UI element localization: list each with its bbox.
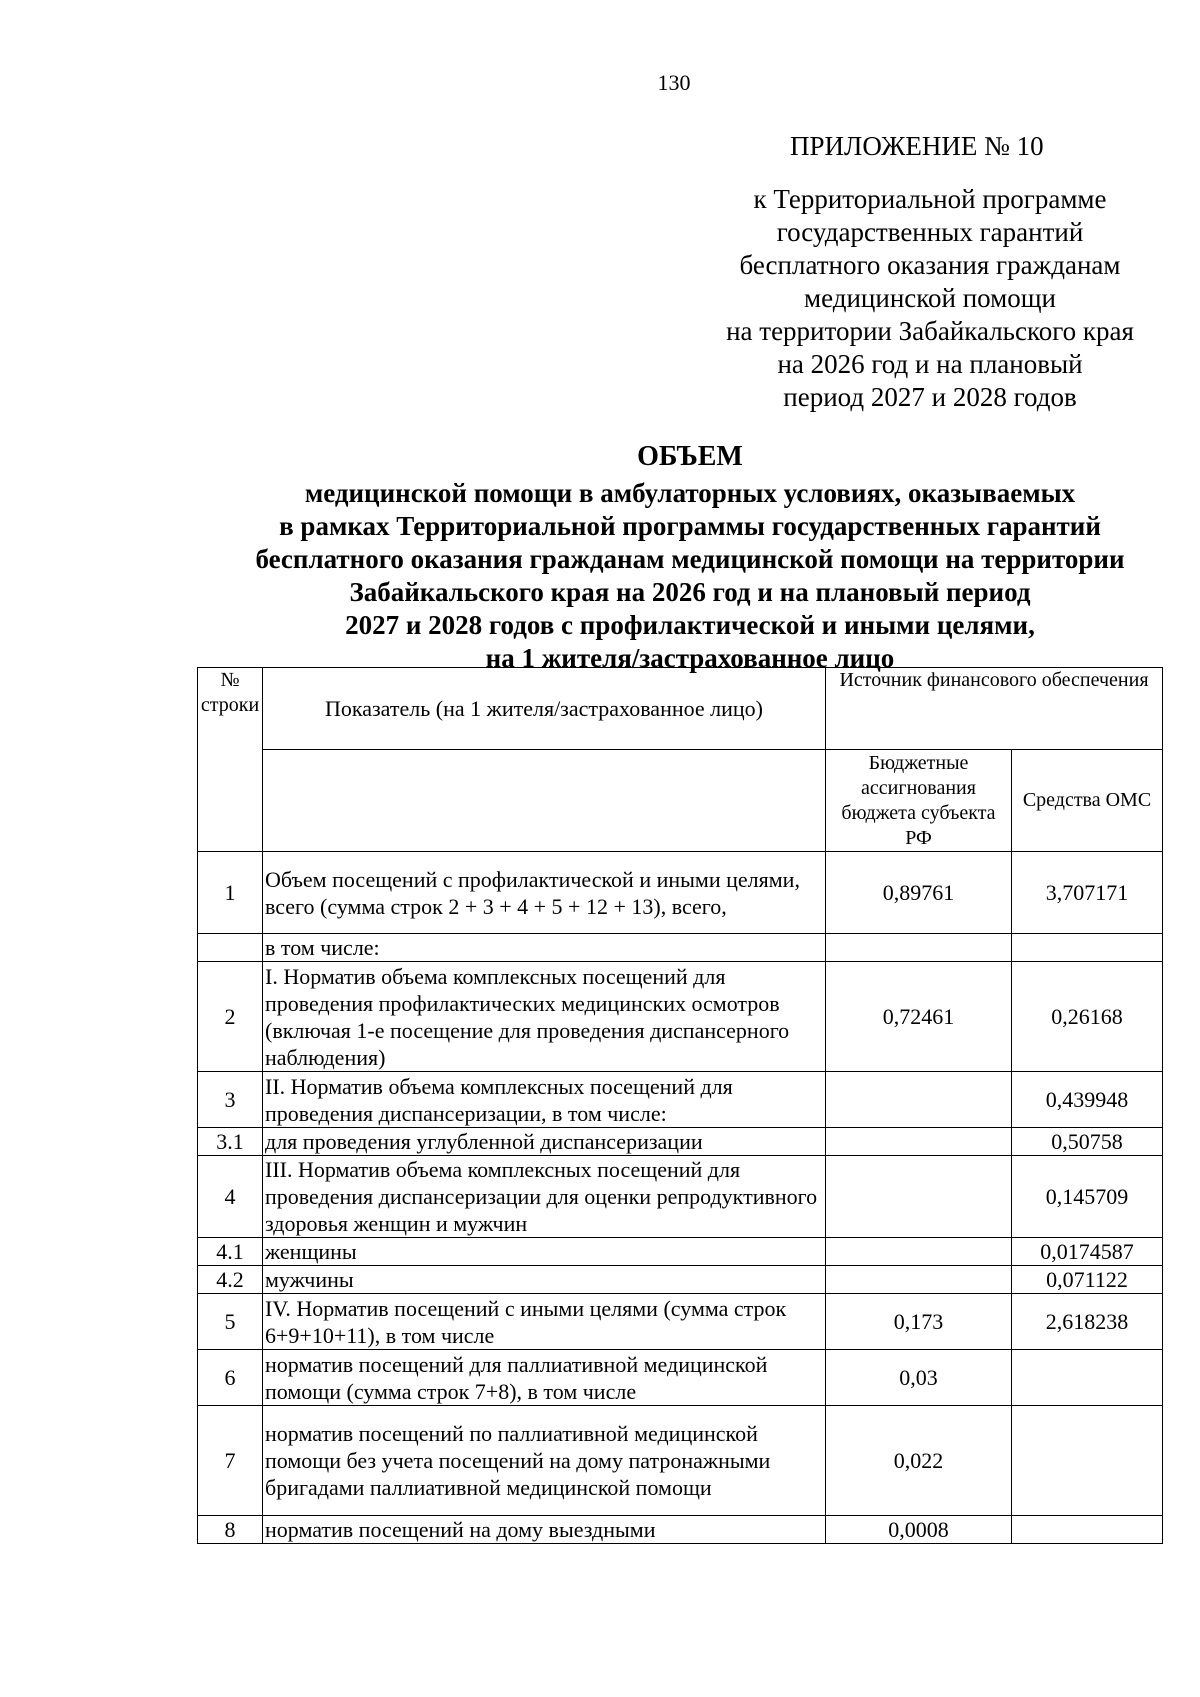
table-row bbox=[198, 1266, 1163, 1294]
table-row bbox=[198, 1406, 1163, 1516]
row-oms-value: 0,50758 bbox=[1012, 1128, 1163, 1156]
appendix-subtitle bbox=[700, 183, 1160, 414]
table-row bbox=[198, 1156, 1163, 1238]
table-row bbox=[198, 1294, 1163, 1350]
table-row bbox=[198, 1516, 1163, 1544]
document-heading bbox=[200, 440, 1180, 675]
heading-line: медицинской помощи в амбулаторных условиях, оказываемых bbox=[304, 478, 1076, 508]
row-number: 7 bbox=[198, 1406, 263, 1516]
table-row bbox=[198, 934, 1163, 962]
row-oms-value: 3,707171 bbox=[1012, 852, 1163, 934]
header-funding-source: Источник финансового обеспечения bbox=[826, 668, 1163, 750]
row-oms-value bbox=[1012, 1350, 1163, 1406]
heading-line: Забайкальского края на 2026 год и на плановый период bbox=[349, 577, 1031, 607]
header-row-number: № строки bbox=[198, 668, 263, 852]
row-oms-value bbox=[1012, 1516, 1163, 1544]
table-row bbox=[198, 1072, 1163, 1128]
row-indicator: норматив посещений для паллиативной медицинской помощи (сумма строк 7+8), в том числе bbox=[263, 1350, 826, 1406]
row-oms-value: 0,0174587 bbox=[1012, 1238, 1163, 1266]
table-header-row bbox=[198, 668, 1163, 750]
heading-line: 2027 и 2028 годов с профилактической и иными целями, bbox=[345, 610, 1035, 640]
row-oms-value: 0,145709 bbox=[1012, 1156, 1163, 1238]
page-number: 130 bbox=[657, 70, 691, 95]
row-number: 4.1 bbox=[198, 1238, 263, 1266]
row-budget-value: 0,89761 bbox=[826, 852, 1012, 934]
table-row bbox=[198, 852, 1163, 934]
row-number: 3.1 bbox=[198, 1128, 263, 1156]
table-row bbox=[198, 1128, 1163, 1156]
row-number: 6 bbox=[198, 1350, 263, 1406]
row-number: 4 bbox=[198, 1156, 263, 1238]
subtitle-line: государственных гарантий bbox=[776, 217, 1084, 247]
row-indicator: норматив посещений по паллиативной медицинской помощи без учета посещений на дому патронажными бригадами паллиативной медицинской помощи bbox=[263, 1406, 826, 1516]
subtitle-line: период 2027 и 2028 годов bbox=[783, 382, 1077, 412]
table-subheader-row bbox=[198, 750, 1163, 852]
header-indicator: Показатель (на 1 жителя/застрахованное лицо) bbox=[263, 668, 826, 750]
header-budget: Бюджетные ассигнования бюджета субъекта РФ bbox=[826, 750, 1012, 852]
subtitle-line: на 2026 год и на плановый bbox=[777, 349, 1083, 379]
row-number: 4.2 bbox=[198, 1266, 263, 1294]
subtitle-line: бесплатного оказания гражданам bbox=[739, 250, 1121, 280]
heading-line: в рамках Территориальной программы государственных гарантий bbox=[279, 511, 1101, 541]
row-indicator: IV. Норматив посещений с иными целями (сумма строк 6+9+10+11), в том числе bbox=[263, 1294, 826, 1350]
row-budget-value: 0,173 bbox=[826, 1294, 1012, 1350]
row-number: 3 bbox=[198, 1072, 263, 1128]
subtitle-line: на территории Забайкальского края bbox=[726, 316, 1134, 346]
row-oms-value bbox=[1012, 1406, 1163, 1516]
row-number bbox=[198, 934, 263, 962]
row-indicator: мужчины bbox=[263, 1266, 826, 1294]
row-indicator: женщины bbox=[263, 1238, 826, 1266]
row-budget-value bbox=[826, 1072, 1012, 1128]
row-budget-value bbox=[826, 1156, 1012, 1238]
row-budget-value: 0,022 bbox=[826, 1406, 1012, 1516]
row-indicator: для проведения углубленной диспансеризации bbox=[263, 1128, 826, 1156]
row-budget-value bbox=[826, 1266, 1012, 1294]
heading-line: бесплатного оказания гражданам медицинской помощи на территории bbox=[255, 544, 1125, 574]
row-indicator: норматив посещений на дому выездными bbox=[263, 1516, 826, 1544]
header-indicator-empty bbox=[263, 750, 826, 852]
row-number: 2 bbox=[198, 962, 263, 1072]
appendix-title: ПРИЛОЖЕНИЕ № 10 bbox=[790, 131, 1044, 161]
subtitle-line: к Территориальной программе bbox=[753, 184, 1107, 214]
row-oms-value: 2,618238 bbox=[1012, 1294, 1163, 1350]
row-number: 5 bbox=[198, 1294, 263, 1350]
row-number: 8 bbox=[198, 1516, 263, 1544]
table-row bbox=[198, 962, 1163, 1072]
row-indicator: Объем посещений с профилактической и иными целями, всего (сумма строк 2 + 3 + 4 + 5 + 12 + 13), всего, bbox=[263, 852, 826, 934]
row-oms-value: 0,26168 bbox=[1012, 962, 1163, 1072]
volume-table bbox=[197, 667, 1163, 1544]
row-indicator: III. Норматив объема комплексных посещений для проведения диспансеризации для оценки репродуктивного здоровья женщин и мужчин bbox=[263, 1156, 826, 1238]
heading-title: ОБЪЕМ bbox=[637, 441, 743, 472]
row-indicator: в том числе: bbox=[263, 934, 826, 962]
row-indicator: I. Норматив объема комплексных посещений для проведения профилактических медицинских осмотров (включая 1-е посещение для проведения диспансерного наблюдения) bbox=[263, 962, 826, 1072]
row-number: 1 bbox=[198, 852, 263, 934]
table-row bbox=[198, 1238, 1163, 1266]
row-budget-value bbox=[826, 1128, 1012, 1156]
row-indicator: II. Норматив объема комплексных посещений для проведения диспансеризации, в том числе: bbox=[263, 1072, 826, 1128]
subtitle-line: медицинской помощи bbox=[804, 283, 1056, 313]
row-budget-value bbox=[826, 1238, 1012, 1266]
row-budget-value: 0,03 bbox=[826, 1350, 1012, 1406]
row-budget-value bbox=[826, 934, 1012, 962]
heading-line: на 1 жителя/застрахованное лицо bbox=[485, 643, 895, 673]
table-row bbox=[198, 1350, 1163, 1406]
header-oms: Средства ОМС bbox=[1012, 750, 1163, 852]
row-oms-value: 0,439948 bbox=[1012, 1072, 1163, 1128]
row-oms-value: 0,071122 bbox=[1012, 1266, 1163, 1294]
row-oms-value bbox=[1012, 934, 1163, 962]
row-budget-value: 0,0008 bbox=[826, 1516, 1012, 1544]
row-budget-value: 0,72461 bbox=[826, 962, 1012, 1072]
